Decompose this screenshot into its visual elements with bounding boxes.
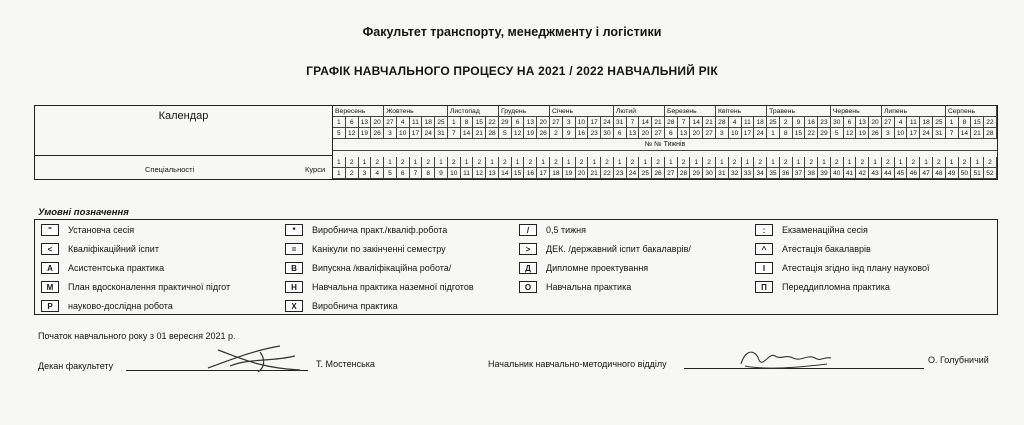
legend-symbol: /: [519, 224, 537, 236]
month-cell: Січень: [550, 106, 614, 117]
week-number-cell: 8: [422, 168, 435, 179]
dean-name: Т. Мостенська: [316, 359, 375, 369]
week-end-cell: 31: [435, 128, 448, 139]
week-end-cell: 3: [882, 128, 895, 139]
week-end-cell: 10: [729, 128, 742, 139]
week-end-cell: 12: [512, 128, 525, 139]
half-cell: 2: [448, 157, 461, 168]
week-start-cell: 25: [767, 117, 780, 128]
week-number-cell: 38: [805, 168, 818, 179]
week-number-cell: 22: [601, 168, 614, 179]
legend-item: [285, 300, 398, 312]
week-end-cell: 27: [652, 128, 665, 139]
half-cell: 2: [576, 157, 589, 168]
month-cell: Березень: [665, 106, 716, 117]
week-starts-row: [333, 117, 997, 128]
week-start-cell: 20: [869, 117, 882, 128]
half-cell: 1: [869, 157, 882, 168]
legend-label: Установча сесія: [68, 225, 135, 235]
week-number-cell: 16: [524, 168, 537, 179]
week-end-cell: 29: [818, 128, 831, 139]
week-number-cell: 5: [384, 168, 397, 179]
week-start-cell: 31: [614, 117, 627, 128]
legend-item: [41, 243, 159, 255]
legend-label: Дипломне проектування: [546, 263, 649, 273]
week-start-cell: 17: [588, 117, 601, 128]
half-cell: 1: [767, 157, 780, 168]
week-number-cell: 41: [844, 168, 857, 179]
half-cell: 1: [563, 157, 576, 168]
legend-label: Виробнича практ./кваліф.робота: [312, 225, 448, 235]
legend-symbol: П: [755, 281, 773, 293]
week-start-cell: 9: [793, 117, 806, 128]
half-cell: 1: [461, 157, 474, 168]
week-start-cell: 4: [895, 117, 908, 128]
half-cell: 1: [333, 157, 346, 168]
month-cell: Червень: [831, 106, 882, 117]
week-number-cell: 31: [716, 168, 729, 179]
legend-symbol: =: [285, 243, 303, 255]
week-start-cell: 13: [359, 117, 372, 128]
half-cell: 1: [512, 157, 525, 168]
legend-symbol: В: [285, 262, 303, 274]
week-end-cell: 19: [524, 128, 537, 139]
week-number-cell: 2: [346, 168, 359, 179]
half-cell: 2: [831, 157, 844, 168]
head-signature: [735, 344, 835, 374]
week-end-cell: 17: [410, 128, 423, 139]
week-end-cell: 31: [933, 128, 946, 139]
legend-item: [519, 243, 691, 255]
week-start-cell: 21: [703, 117, 716, 128]
week-number-cell: 45: [895, 168, 908, 179]
half-cell: 1: [920, 157, 933, 168]
week-end-cell: 27: [703, 128, 716, 139]
half-cell: 2: [703, 157, 716, 168]
legend-label: Асистентська практика: [68, 263, 165, 273]
week-start-cell: 23: [818, 117, 831, 128]
week-end-cell: 19: [359, 128, 372, 139]
legend-symbol: >: [519, 243, 537, 255]
week-end-cell: 10: [895, 128, 908, 139]
legend-label: 0,5 тижня: [546, 225, 587, 235]
week-start-cell: 25: [933, 117, 946, 128]
week-number-cell: 19: [563, 168, 576, 179]
week-end-cell: 8: [780, 128, 793, 139]
week-number-cell: 6: [397, 168, 410, 179]
legend-label: Виробнича практика: [312, 301, 398, 311]
week-end-cell: 24: [754, 128, 767, 139]
half-cell: 2: [805, 157, 818, 168]
week-start-cell: 1: [946, 117, 959, 128]
week-start-cell: 6: [844, 117, 857, 128]
legend-label: науково-дослідна робота: [68, 301, 173, 311]
week-start-cell: 27: [882, 117, 895, 128]
legend-item: [519, 262, 648, 274]
half-cell: 2: [907, 157, 920, 168]
week-end-cell: 6: [665, 128, 678, 139]
week-numbers-row: [333, 168, 997, 179]
week-number-cell: 48: [933, 168, 946, 179]
week-end-cell: 5: [831, 128, 844, 139]
week-start-cell: 15: [473, 117, 486, 128]
week-end-cell: 24: [920, 128, 933, 139]
week-number-cell: 39: [818, 168, 831, 179]
legend-label: Навчальна практика: [546, 282, 632, 292]
week-end-cell: 13: [678, 128, 691, 139]
week-numbers-title: № № Тижнів: [333, 139, 997, 151]
week-start-cell: 7: [678, 117, 691, 128]
legend-label: Випускна /кваліфікаційна робота/: [312, 263, 452, 273]
half-cell: 2: [984, 157, 997, 168]
week-start-cell: 30: [831, 117, 844, 128]
half-cell: 2: [652, 157, 665, 168]
half-cell: 1: [588, 157, 601, 168]
legend-label: Навчальна практика наземної підготов: [312, 282, 474, 292]
head-label: Начальник навчально-методичного відділу: [488, 359, 667, 369]
week-start-cell: 13: [856, 117, 869, 128]
legend-label: Переддипломна практика: [782, 282, 890, 292]
legend-symbol: <: [41, 243, 59, 255]
week-end-cell: 17: [907, 128, 920, 139]
legend-label: Атестація бакалаврів: [782, 244, 871, 254]
legend-symbol: *: [285, 224, 303, 236]
months-row: [333, 106, 997, 117]
month-cell: Лютий: [614, 106, 665, 117]
half-cell: 2: [627, 157, 640, 168]
week-end-cell: 5: [333, 128, 346, 139]
week-number-cell: 7: [410, 168, 423, 179]
week-number-cell: 37: [793, 168, 806, 179]
week-start-cell: 28: [716, 117, 729, 128]
week-end-cell: 13: [627, 128, 640, 139]
legend-label: Атестація згідно інд плану наукової: [782, 263, 930, 273]
legend-symbol: ": [41, 224, 59, 236]
courses-label: Курси: [305, 165, 326, 174]
half-cell: 2: [346, 157, 359, 168]
legend-symbol: Х: [285, 300, 303, 312]
legend-item: [755, 243, 871, 255]
week-number-cell: 27: [665, 168, 678, 179]
week-start-cell: 22: [984, 117, 997, 128]
half-cell: 1: [716, 157, 729, 168]
specialties-header: [35, 156, 333, 179]
week-end-cell: 12: [346, 128, 359, 139]
week-start-cell: 6: [346, 117, 359, 128]
week-end-cell: 20: [690, 128, 703, 139]
week-number-cell: 11: [461, 168, 474, 179]
week-number-cell: 24: [627, 168, 640, 179]
half-cell: 2: [524, 157, 537, 168]
week-start-cell: 18: [754, 117, 767, 128]
legend-symbol: О: [519, 281, 537, 293]
legend-item: [755, 224, 868, 236]
legend-label: Канікули по закінченні семестру: [312, 244, 446, 254]
week-number-cell: 47: [920, 168, 933, 179]
week-end-cell: 21: [473, 128, 486, 139]
week-end-cell: 21: [971, 128, 984, 139]
week-number-cell: 40: [831, 168, 844, 179]
month-cell: Квітень: [716, 106, 767, 117]
week-end-cell: 15: [793, 128, 806, 139]
weeks-grid: [333, 106, 997, 179]
legend-label: ДЕК. /державний іспит бакалаврів/: [546, 244, 691, 254]
week-start-cell: 4: [397, 117, 410, 128]
week-number-cell: 51: [971, 168, 984, 179]
half-cell: 2: [397, 157, 410, 168]
half-cell: 2: [499, 157, 512, 168]
legend-symbol: А: [41, 262, 59, 274]
week-end-cell: 14: [959, 128, 972, 139]
half-cell: 1: [359, 157, 372, 168]
legend-label: План вдосконалення практичної підгот: [68, 282, 231, 292]
week-start-cell: 27: [384, 117, 397, 128]
week-start-cell: 15: [971, 117, 984, 128]
week-end-cell: 19: [856, 128, 869, 139]
half-cell: 2: [780, 157, 793, 168]
legend-label: Кваліфікаційний іспит: [68, 244, 159, 254]
half-cell: 1: [537, 157, 550, 168]
month-cell: Серпень: [946, 106, 997, 117]
legend-symbol: Н: [285, 281, 303, 293]
week-number-cell: 43: [869, 168, 882, 179]
week-number-cell: 25: [639, 168, 652, 179]
half-cell: 1: [665, 157, 678, 168]
week-number-cell: 26: [652, 168, 665, 179]
week-end-cell: 7: [448, 128, 461, 139]
week-number-cell: 46: [907, 168, 920, 179]
half-cell: 2: [550, 157, 563, 168]
legend-item: [285, 224, 447, 236]
week-start-cell: 18: [920, 117, 933, 128]
week-end-cell: 26: [537, 128, 550, 139]
week-number-cell: 9: [435, 168, 448, 179]
month-cell: Листопад: [448, 106, 499, 117]
start-note: Початок навчального року з 01 вересня 2021 р.: [38, 331, 236, 341]
month-cell: Травень: [767, 106, 831, 117]
week-start-cell: 4: [729, 117, 742, 128]
half-cell: 2: [422, 157, 435, 168]
half-cell: 2: [601, 157, 614, 168]
half-cell: 2: [473, 157, 486, 168]
week-number-cell: 32: [729, 168, 742, 179]
half-cell: 2: [933, 157, 946, 168]
calendar-table: [34, 105, 998, 180]
month-cell: Вересень: [333, 106, 384, 117]
week-start-cell: 7: [627, 117, 640, 128]
legend-box: [34, 219, 998, 315]
week-number-cell: 33: [742, 168, 755, 179]
half-cell: 2: [729, 157, 742, 168]
legend-symbol: ^: [755, 243, 773, 255]
week-number-cell: 20: [576, 168, 589, 179]
half-cell: 1: [690, 157, 703, 168]
week-number-cell: 18: [550, 168, 563, 179]
half-cell: 1: [818, 157, 831, 168]
half-cell: 1: [844, 157, 857, 168]
week-start-cell: 24: [601, 117, 614, 128]
legend-item: [41, 262, 164, 274]
half-cell: 2: [856, 157, 869, 168]
week-number-cell: 17: [537, 168, 550, 179]
week-end-cell: 28: [984, 128, 997, 139]
week-end-cell: 1: [767, 128, 780, 139]
month-cell: Липень: [882, 106, 946, 117]
calendar-label: Календар: [35, 106, 333, 156]
week-end-cell: 3: [716, 128, 729, 139]
week-start-cell: 27: [550, 117, 563, 128]
week-ends-row: [333, 128, 997, 139]
week-start-cell: 29: [499, 117, 512, 128]
legend-item: [41, 281, 230, 293]
half-cell: 2: [678, 157, 691, 168]
legend-item: [285, 243, 446, 255]
legend-symbol: :: [755, 224, 773, 236]
week-start-cell: 1: [448, 117, 461, 128]
legend-item: [41, 224, 134, 236]
half-cell: 2: [754, 157, 767, 168]
week-end-cell: 22: [805, 128, 818, 139]
dean-label: Декан факультету: [38, 361, 114, 371]
week-start-cell: 20: [371, 117, 384, 128]
week-start-cell: 25: [435, 117, 448, 128]
half-cell: 1: [435, 157, 448, 168]
head-name: О. Голубничий: [928, 355, 989, 365]
halves-row: [333, 157, 997, 168]
week-start-cell: 6: [512, 117, 525, 128]
dean-signature: [200, 338, 310, 378]
week-start-cell: 21: [652, 117, 665, 128]
week-end-cell: 28: [486, 128, 499, 139]
week-end-cell: 17: [742, 128, 755, 139]
week-end-cell: 2: [550, 128, 563, 139]
week-start-cell: 13: [524, 117, 537, 128]
half-cell: 1: [971, 157, 984, 168]
week-number-cell: 13: [486, 168, 499, 179]
week-end-cell: 7: [946, 128, 959, 139]
week-start-cell: 22: [486, 117, 499, 128]
week-start-cell: 1: [333, 117, 346, 128]
week-end-cell: 3: [384, 128, 397, 139]
week-start-cell: 28: [665, 117, 678, 128]
faculty-heading: Факультет транспорту, менеджменту і логістики: [362, 25, 662, 39]
week-start-cell: 11: [742, 117, 755, 128]
week-number-cell: 12: [473, 168, 486, 179]
week-number-cell: 42: [856, 168, 869, 179]
week-start-cell: 3: [563, 117, 576, 128]
half-cell: 1: [486, 157, 499, 168]
half-cell: 2: [959, 157, 972, 168]
legend-item: [755, 262, 929, 274]
week-end-cell: 30: [601, 128, 614, 139]
week-end-cell: 16: [576, 128, 589, 139]
week-start-cell: 8: [461, 117, 474, 128]
week-number-cell: 23: [614, 168, 627, 179]
half-cell: 1: [614, 157, 627, 168]
week-number-cell: 1: [333, 168, 346, 179]
half-cell: 1: [410, 157, 423, 168]
week-number-cell: 10: [448, 168, 461, 179]
half-cell: 1: [742, 157, 755, 168]
half-cell: 2: [882, 157, 895, 168]
specialties-label: Спеціальності: [145, 165, 195, 174]
legend-symbol: М: [41, 281, 59, 293]
week-number-cell: 52: [984, 168, 997, 179]
week-start-cell: 10: [576, 117, 589, 128]
week-end-cell: 23: [588, 128, 601, 139]
week-start-cell: 8: [959, 117, 972, 128]
week-end-cell: 12: [844, 128, 857, 139]
legend-symbol: І: [755, 262, 773, 274]
week-start-cell: 2: [780, 117, 793, 128]
week-start-cell: 11: [907, 117, 920, 128]
week-end-cell: 6: [614, 128, 627, 139]
week-start-cell: 14: [690, 117, 703, 128]
week-number-cell: 3: [359, 168, 372, 179]
week-number-cell: 34: [754, 168, 767, 179]
half-cell: 1: [793, 157, 806, 168]
week-start-cell: 18: [422, 117, 435, 128]
week-end-cell: 9: [563, 128, 576, 139]
legend-symbol: Р: [41, 300, 59, 312]
legend-item: [41, 300, 173, 312]
month-cell: Грудень: [499, 106, 550, 117]
half-cell: 2: [371, 157, 384, 168]
week-end-cell: 5: [499, 128, 512, 139]
week-end-cell: 26: [869, 128, 882, 139]
legend-label: Екзаменаційна сесія: [782, 225, 868, 235]
week-start-cell: 11: [410, 117, 423, 128]
week-end-cell: 14: [461, 128, 474, 139]
week-number-cell: 36: [780, 168, 793, 179]
week-number-cell: 49: [946, 168, 959, 179]
legend-title: Умовні позначення: [38, 207, 129, 218]
week-number-cell: 29: [690, 168, 703, 179]
legend-symbol: Д: [519, 262, 537, 274]
legend-item: [519, 224, 586, 236]
week-number-cell: 28: [678, 168, 691, 179]
half-cell: 1: [384, 157, 397, 168]
week-start-cell: 16: [805, 117, 818, 128]
half-cell: 1: [639, 157, 652, 168]
week-end-cell: 26: [371, 128, 384, 139]
week-number-cell: 35: [767, 168, 780, 179]
week-number-cell: 4: [371, 168, 384, 179]
half-cell: 1: [895, 157, 908, 168]
legend-item: [519, 281, 631, 293]
week-number-cell: 14: [499, 168, 512, 179]
schedule-title: ГРАФІК НАВЧАЛЬНОГО ПРОЦЕСУ НА 2021 / 2022 НАВЧАЛЬНИЙ РІК: [306, 64, 718, 78]
week-end-cell: 10: [397, 128, 410, 139]
legend-item: [755, 281, 890, 293]
week-start-cell: 14: [639, 117, 652, 128]
legend-item: [285, 281, 474, 293]
week-number-cell: 15: [512, 168, 525, 179]
half-cell: 1: [946, 157, 959, 168]
week-start-cell: 20: [537, 117, 550, 128]
week-number-cell: 50: [959, 168, 972, 179]
week-number-cell: 21: [588, 168, 601, 179]
month-cell: Жовтень: [384, 106, 448, 117]
week-end-cell: 24: [422, 128, 435, 139]
legend-item: [285, 262, 451, 274]
week-number-cell: 30: [703, 168, 716, 179]
week-number-cell: 44: [882, 168, 895, 179]
week-end-cell: 20: [639, 128, 652, 139]
